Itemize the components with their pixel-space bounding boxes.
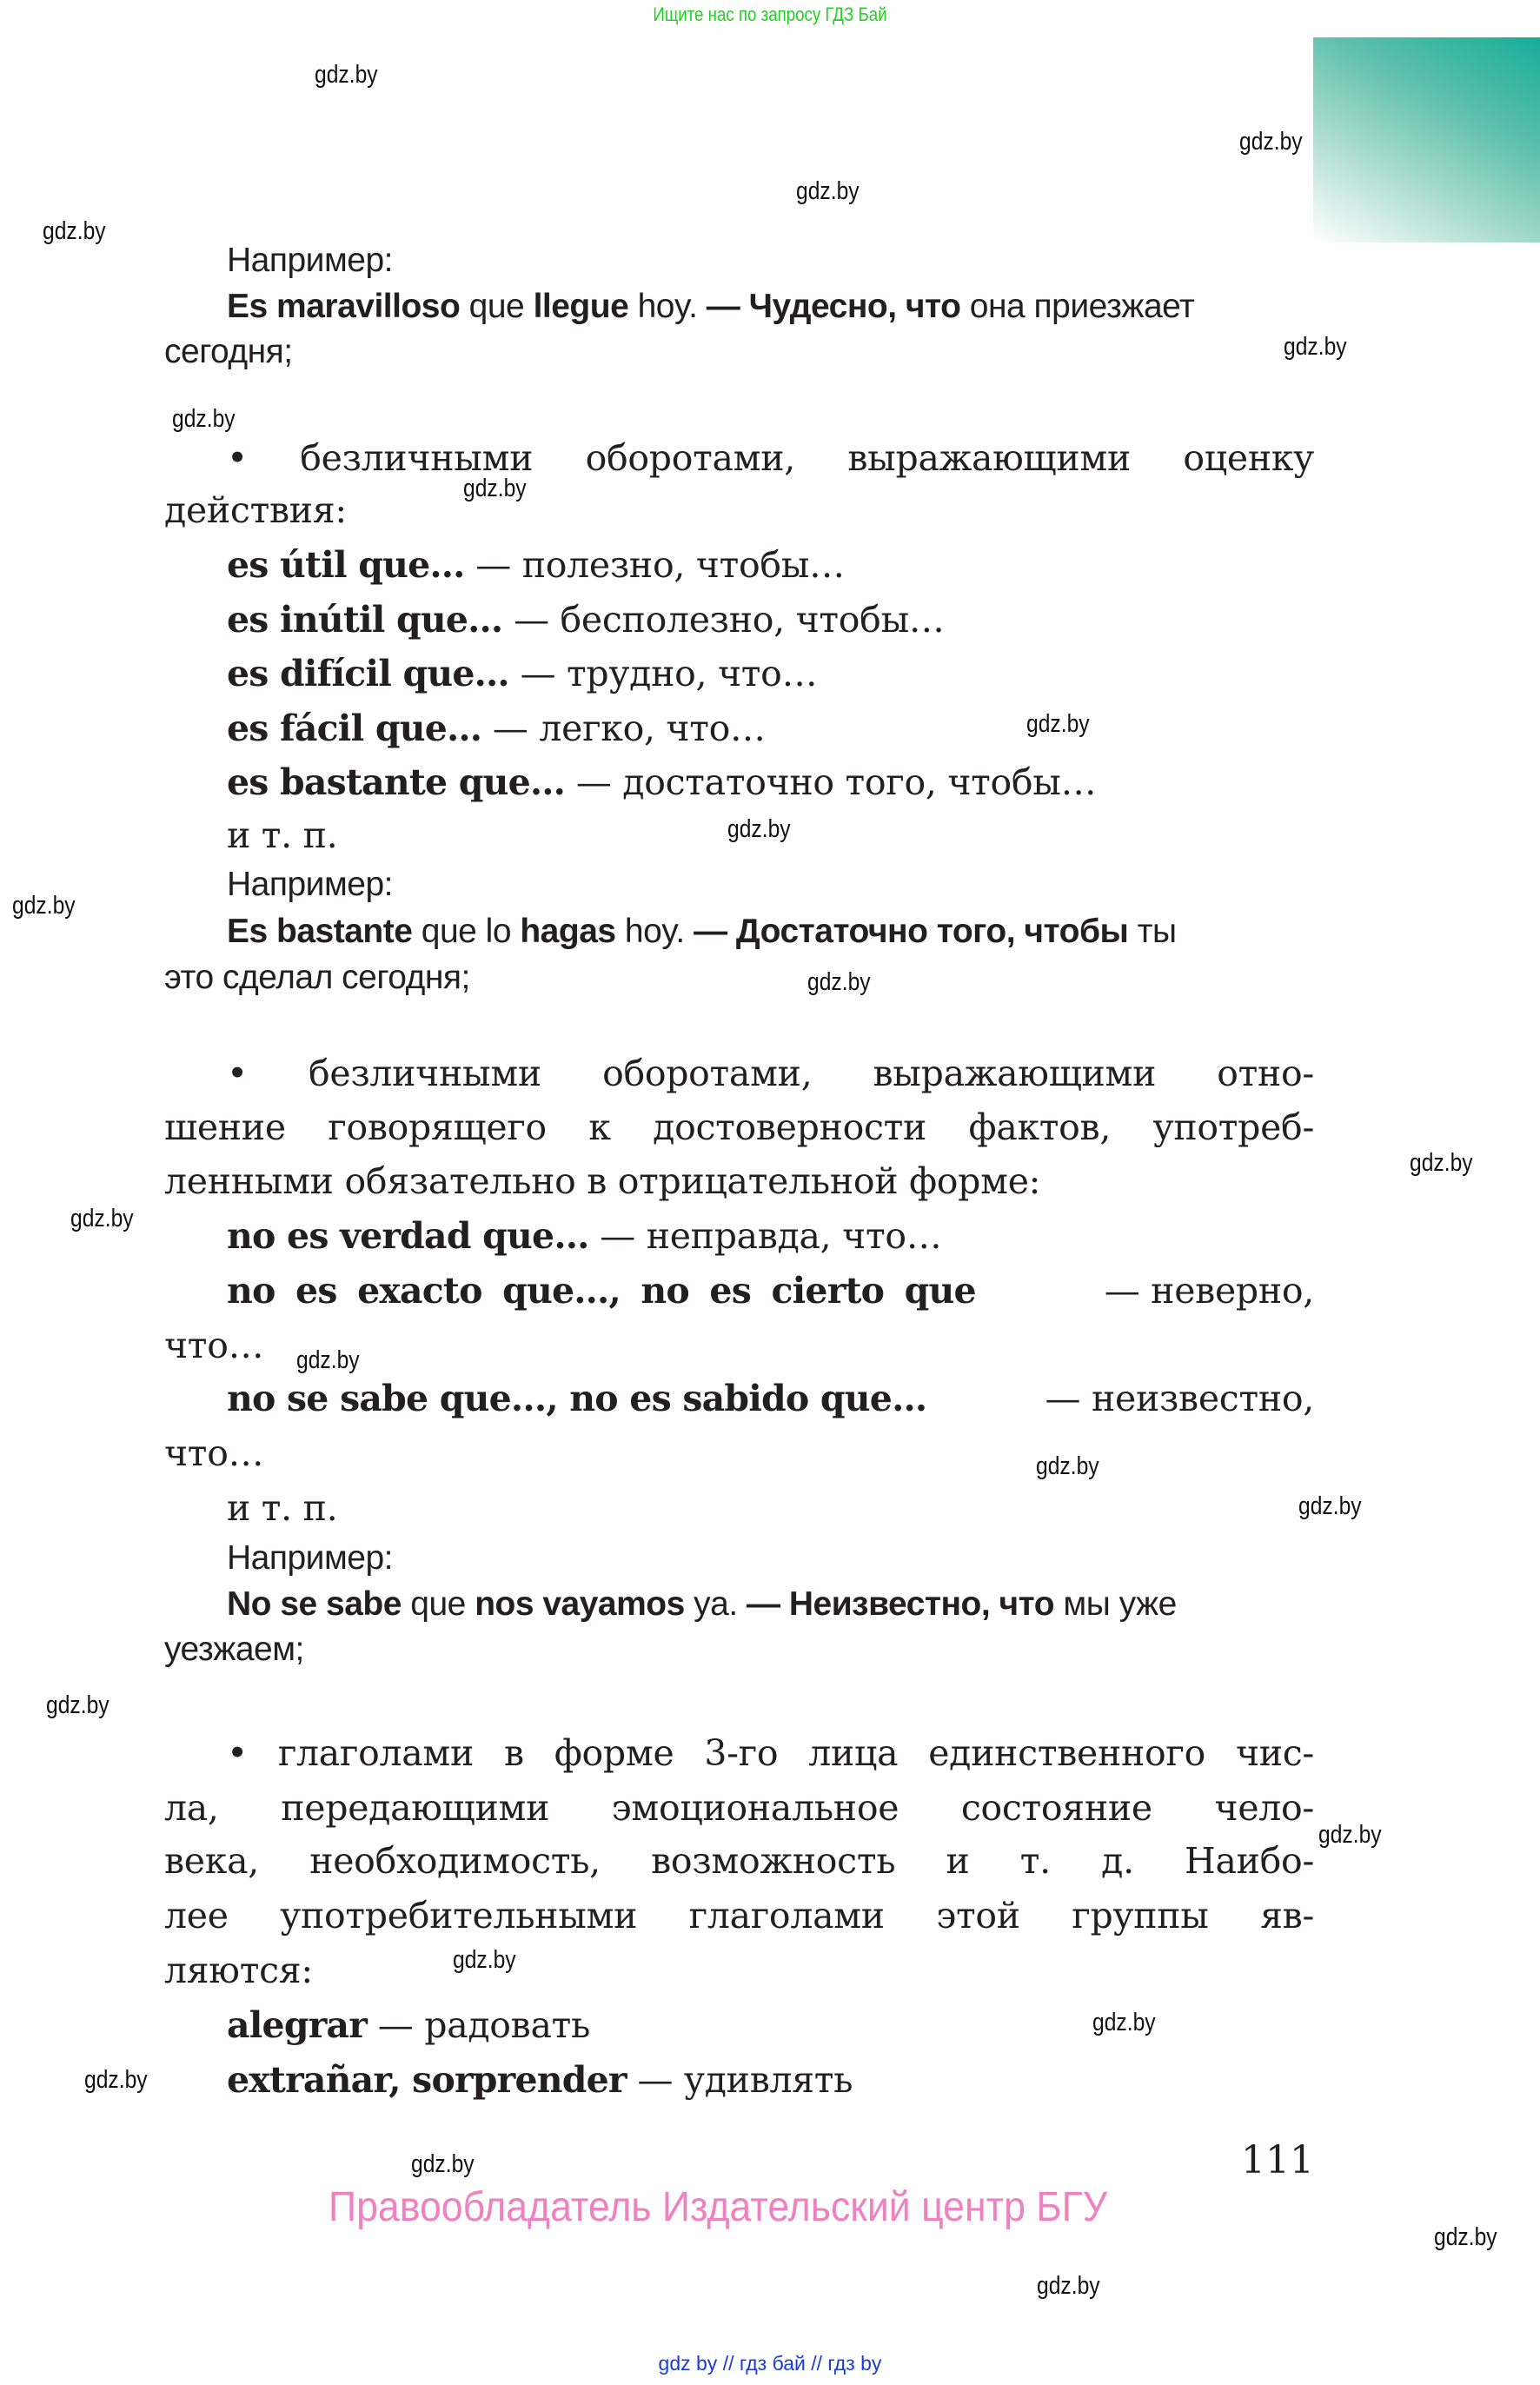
bullet-paragraph: • безличными оборотами, выражающими отно-	[227, 1053, 1314, 1094]
watermark: gdz.by	[807, 968, 871, 996]
footer-links[interactable]: gdz by // гдз бай // гдз by	[658, 2352, 882, 2375]
watermark: gdz.by	[796, 177, 860, 205]
watermark: gdz.by	[1036, 1452, 1099, 1480]
example-label: Например:	[227, 242, 393, 279]
corner-gradient-decoration	[1313, 37, 1540, 242]
watermark: gdz.by	[1284, 333, 1347, 361]
watermark: gdz.by	[1037, 2272, 1100, 2300]
example-sentence-cont: это сделал сегодня;	[164, 959, 470, 996]
phrase-item: no es verdad que… — неправда, что…	[227, 1215, 942, 1257]
watermark: gdz.by	[1298, 1492, 1362, 1520]
phrase-item: extrañar, sorprender — удивлять	[227, 2059, 853, 2101]
example-sentence: No se sabe que nos vayamos ya. — Неизвестно, что мы уже	[227, 1585, 1177, 1623]
phrase-item-cont: что…	[164, 1432, 264, 1474]
etc-label: и т. п.	[227, 814, 338, 856]
bullet-paragraph-cont: лее употребительными глаголами этой группы яв-	[164, 1895, 1314, 1937]
bullet-paragraph-cont: действия:	[164, 489, 347, 531]
bullet-paragraph: • глаголами в форме 3-го лица единственного чис-	[227, 1732, 1314, 1774]
phrase-item: no se sabe que..., no es sabido que… — неизвестно,	[227, 1378, 1314, 1419]
watermark: gdz.by	[411, 2150, 475, 2178]
watermark: gdz.by	[1434, 2223, 1497, 2251]
watermark: gdz.by	[172, 405, 236, 433]
watermark: gdz.by	[1092, 2009, 1156, 2036]
watermark: gdz.by	[463, 475, 527, 502]
watermark: gdz.by	[1026, 710, 1090, 738]
watermark: gdz.by	[46, 1691, 110, 1719]
example-sentence-cont: сегодня;	[164, 333, 293, 370]
watermark: gdz.by	[1239, 128, 1303, 156]
bullet-paragraph: • безличными оборотами, выражающими оценку	[227, 437, 1314, 479]
example-sentence: Es bastante que lo hagas hoy. — Достаточно того, чтобы ты	[227, 913, 1177, 950]
bullet-paragraph-cont: ленными обязательно в отрицательной форме:	[164, 1160, 1041, 1202]
watermark: gdz.by	[1318, 1821, 1382, 1849]
example-sentence: Es maravilloso que llegue hoy. — Чудесно, что она приезжает	[227, 288, 1195, 325]
watermark: gdz.by	[727, 815, 791, 843]
watermark: gdz.by	[12, 892, 76, 920]
top-banner: Ищите нас по запросу ГДЗ Бай	[653, 3, 887, 25]
watermark: gdz.by	[70, 1205, 134, 1232]
watermark: gdz.by	[296, 1346, 360, 1374]
phrase-item: no es exacto que…, no es cierto que — неверно,	[227, 1270, 1314, 1312]
phrase-item: es útil que… — полезно, чтобы…	[227, 544, 845, 586]
bullet-paragraph-cont: шение говорящего к достоверности фактов, употреб-	[164, 1106, 1314, 1148]
page-number: 111	[1241, 2138, 1314, 2182]
etc-label: и т. п.	[227, 1487, 338, 1529]
phrase-item: es difícil que… — трудно, что…	[227, 653, 818, 694]
bullet-paragraph-cont: ла, передающими эмоциональное состояние чело-	[164, 1787, 1314, 1829]
phrase-item: es fácil que… — легко, что…	[227, 708, 766, 749]
example-label: Например:	[227, 1539, 393, 1577]
phrase-item-cont: что…	[164, 1325, 264, 1366]
example-label: Например:	[227, 866, 393, 903]
watermark: gdz.by	[1410, 1149, 1473, 1177]
watermark: gdz.by	[315, 61, 378, 89]
bullet-paragraph-cont: века, необходимость, возможность и т. д. Наибо-	[164, 1840, 1314, 1882]
copyright-notice: Правообладатель Издательский центр БГУ	[329, 2184, 1108, 2230]
phrase-item: alegrar — радовать	[227, 2004, 590, 2046]
example-sentence-cont: уезжаем;	[164, 1631, 304, 1668]
watermark: gdz.by	[43, 217, 106, 245]
phrase-item: es inútil que… — бесполезно, чтобы…	[227, 599, 945, 641]
watermark: gdz.by	[84, 2066, 148, 2094]
bullet-paragraph-cont: ляются:	[164, 1950, 313, 1991]
phrase-item: es bastante que… — достаточно того, чтобы…	[227, 761, 1097, 803]
watermark: gdz.by	[453, 1946, 516, 1974]
